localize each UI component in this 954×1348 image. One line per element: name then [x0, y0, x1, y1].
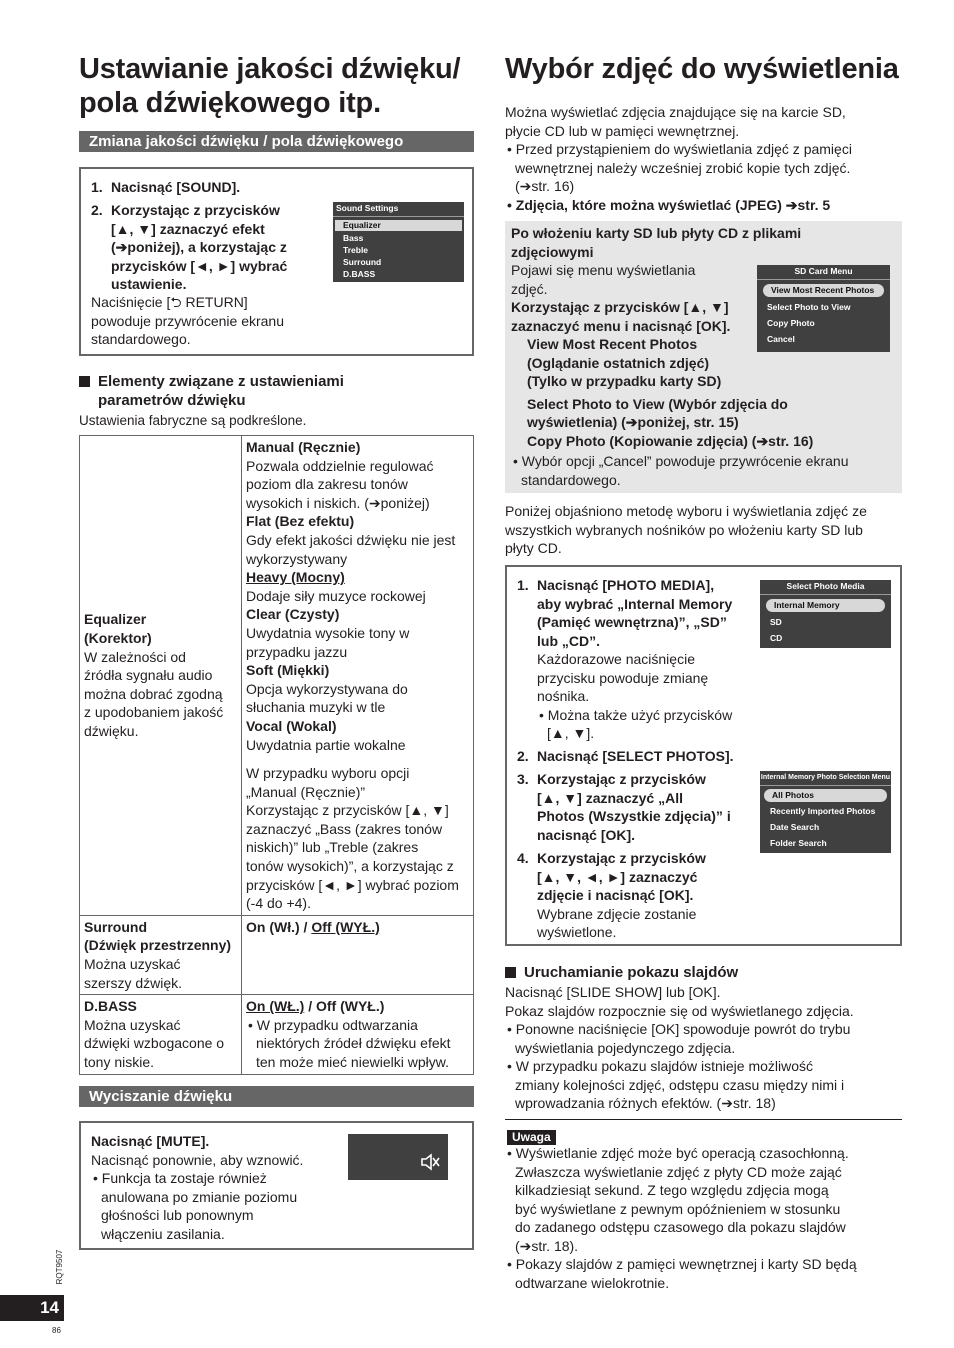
photo-step-3: 3. Korzystając z przycisków [▲, ▼] zaznaczyć „All Photos (Wszystkie zdjęcia)” i nacisnąć [OK]. [517, 771, 731, 843]
step-2: 2. Korzystając z przycisków [▲, ▼] zaznaczyć efekt (➔poniżej), a korzystając z przycisków [◄, ►] wybrać ustawienie. [91, 202, 288, 292]
photo-steps-box [505, 565, 902, 946]
menu-item-surround[interactable]: Surround [343, 257, 382, 267]
mute-press-text: Nacisnąć [MUTE]. [91, 1133, 210, 1149]
menu-item-all-photos[interactable]: All Photos [764, 789, 887, 802]
page-title-left: Ustawianie jakości dźwięku/ pola dźwiękowego itp. [79, 53, 461, 119]
sound-steps-box [79, 167, 474, 356]
page-number: 14 [0, 1295, 64, 1321]
note-divider [505, 1119, 902, 1120]
photo-step-4: 4. Korzystając z przycisków [▲, ▼, ◄, ►] zaznaczyć zdjęcie i nacisnąć [OK]. Wybrane zdjęcie zostanie wyświetlone. [517, 850, 706, 940]
menu-item-select-photo[interactable]: Select Photo to View [767, 302, 851, 312]
internal-memory-selection-screen: Internal Memory Photo Selection Menu All Photos Recently Imported Photos Date Search Folder Search [760, 771, 891, 853]
square-bullet-icon [505, 967, 516, 978]
page-title-right: Wybór zdjęć do wyświetlenia [505, 53, 899, 85]
menu-item-date-search[interactable]: Date Search [770, 822, 820, 832]
menu-item-dbass[interactable]: D.BASS [343, 269, 376, 279]
model-code: RQT9507 [55, 1249, 64, 1285]
equalizer-options-cell: Manual (Ręcznie) Pozwala oddzielnie regulować poziom dla zakresu tonów wysokich i niskich. (➔poniżej) Flat (Bez efektu) Gdy efekt jakości dźwięku nie jest wykorzystywany Heavy (Mocny) Dodaje siły muzyce rockowej Clear (Czysty) Uwydatnia wysokie tony w przypadku jazzu Soft (Miękki) Opcja wykorzystywana do słuchania muzyki w tle Vocal (Wokal) Uwydatnia partie wokalne W przypadku wyboru opcji „Manual (Ręcznie)” Korzystając z przycisków [▲, ▼] zaznaczyć „Bass (zakres tonów niskich)” lub „Treble (zakres tonów wysokich)”, a korzystając z przycisków [◄, ►] wybrać poziom (-4 do +4). [242, 436, 474, 916]
sd-menu-panel: Po włożeniu karty SD lub płyty CD z plikami zdjęciowymi Pojawi się menu wyświetlania zdjęć. Korzystając z przycisków [▲, ▼] zaznaczyć menu i nacisnąć [OK]. View Most Recent Photos (Oglądanie ostatnich zdjęć) (Tylko w przypadku karty SD) Select Photo to View (Wybór zdjęcia do wyświetlenia) (➔poniżej, str. 15) Copy Photo (Kopiowanie zdjęcia) (➔str. 16) • Wybór opcji „Cancel” powoduje przywrócenie ekranu standardowego. SD Card Menu View Most Recent Photos Select Photo to View Copy Photo Cancel [505, 221, 902, 493]
sd-card-menu-screen: SD Card Menu View Most Recent Photos Select Photo to View Copy Photo Cancel [757, 265, 890, 352]
menu-item-internal-memory[interactable]: Internal Memory [766, 599, 885, 612]
dbass-cell: D.BASS Można uzyskać dźwięki wzbogacone o tony niskie. [80, 995, 242, 1074]
factory-note: Ustawienia fabryczne są podkreślone. [79, 413, 307, 428]
menu-item-recently-imported[interactable]: Recently Imported Photos [770, 806, 876, 816]
photo-step-2: 2. Nacisnąć [SELECT PHOTOS]. [517, 748, 734, 764]
slideshow-text: Nacisnąć [SLIDE SHOW] lub [OK]. Pokaz slajdów rozpocznie się od wyświetlanego zdjęcia. • Ponowne naciśnięcie [OK] spowoduje powrót do trybu wyświetlania pojedynczego zdjęcia. • W przypadku pokazu slajdów istnieje możliwość zmiany kolejności zdjęć, odstępu czasu między nimi i wprowadzania różnych efektów. (➔str. 18) [505, 984, 854, 1111]
note-text: • Wyświetlanie zdjęć może być operacją czasochłonną. Zwłaszcza wyświetlanie zdjęć z płyty CD może zająć kilkadziesiąt sekund. Z tego względu zdjęcia mogą być wyświetlane z pewnym opóźnieniem w stosunku do zadanego odstępu czasowego dla pokazu slajdów (➔str. 18). • Pokazy slajdów z pamięci wewnętrznej i karty SD będą odtwarzane wielokrotnie. [507, 1145, 857, 1291]
mute-screen [348, 1134, 448, 1180]
sound-parameters-table [79, 435, 474, 1075]
menu-item-treble[interactable]: Treble [343, 245, 369, 255]
right-intro: Można wyświetlać zdjęcia znajdujące się na karcie SD, płycie CD lub w pamięci wewnętrznej. • Przed przystąpieniem do wyświetlania zdjęć z pamięci wewnętrznej należy wcześniej zrobić kopie tych zdjęć. (➔str. 16) • Zdjęcia, które można wyświetlać (JPEG) ➔str. 5 [505, 104, 852, 213]
elements-heading: Elementy związane z ustawieniami parametrów dźwięku [79, 372, 474, 410]
step-1: 1. Nacisnąć [SOUND]. [91, 179, 241, 195]
menu-item-equalizer[interactable]: Equalizer [335, 220, 462, 231]
photo-media-screen: Select Photo Media Internal Memory SD CD [760, 580, 891, 648]
surround-options-cell: On (Wł.) / Off (WYŁ.) [242, 915, 474, 994]
menu-item-copy-photo[interactable]: Copy Photo [767, 318, 815, 328]
menu-item-bass[interactable]: Bass [343, 233, 364, 243]
note-label: Uwaga [507, 1130, 556, 1145]
return-note: Naciśnięcie [⮌ RETURN] powoduje przywrócenie ekranu standardowego. [91, 294, 284, 347]
below-intro: Poniżej objaśniono metodę wyboru i wyświetlania zdjęć ze wszystkich wybranych nośników po włożeniu karty SD lub płyty CD. [505, 503, 867, 556]
slideshow-heading: Uruchamianie pokazu slajdów [505, 963, 905, 983]
dbass-options-cell: On (WŁ.) / Off (WYŁ.) • W przypadku odtwarzania niektórych źródeł dźwięku efekt ten może mieć niewielki wpływ. [242, 995, 474, 1074]
mute-speaker-icon [420, 1153, 440, 1171]
photo-step-1: 1. Nacisnąć [PHOTO MEDIA], aby wybrać „Internal Memory (Pamięć wewnętrzna)”, „SD” lub „CD”. Każdorazowe naciśnięcie przycisku powoduje zmianę nośnika. • Można także użyć przycisków [▲, ▼]. [517, 577, 733, 741]
mute-box: Nacisnąć [MUTE]. Nacisnąć ponownie, aby wznowić. • Funkcja ta zostaje również anulowana po zmianie poziomu głośności lub ponownym włączeniu zasilania. [79, 1121, 474, 1250]
mute-again-text: Nacisnąć ponownie, aby wznowić. [91, 1151, 304, 1168]
section-bar-mute: Wyciszanie dźwięku [79, 1086, 474, 1107]
menu-item-cd[interactable]: CD [770, 633, 783, 643]
menu-item-view-recent[interactable]: View Most Recent Photos [763, 284, 884, 297]
square-bullet-icon [79, 376, 90, 387]
equalizer-cell: Equalizer (Korektor) W zależności od źródła sygnału audio można dobrać zgodną z upodobaniem jakość dźwięku. [80, 436, 242, 916]
surround-cell: Surround (Dźwięk przestrzenny) Można uzyskać szerszy dźwięk. [80, 915, 242, 994]
menu-item-cancel[interactable]: Cancel [767, 334, 795, 344]
sub-page-number: 86 [52, 1326, 61, 1335]
section-bar-sound: Zmiana jakości dźwięku / pola dźwiękowego [79, 131, 474, 152]
menu-item-sd[interactable]: SD [770, 617, 782, 627]
sound-settings-screen: Sound Settings Equalizer Bass Treble Surround D.BASS [333, 202, 464, 282]
menu-item-folder-search[interactable]: Folder Search [770, 838, 827, 848]
